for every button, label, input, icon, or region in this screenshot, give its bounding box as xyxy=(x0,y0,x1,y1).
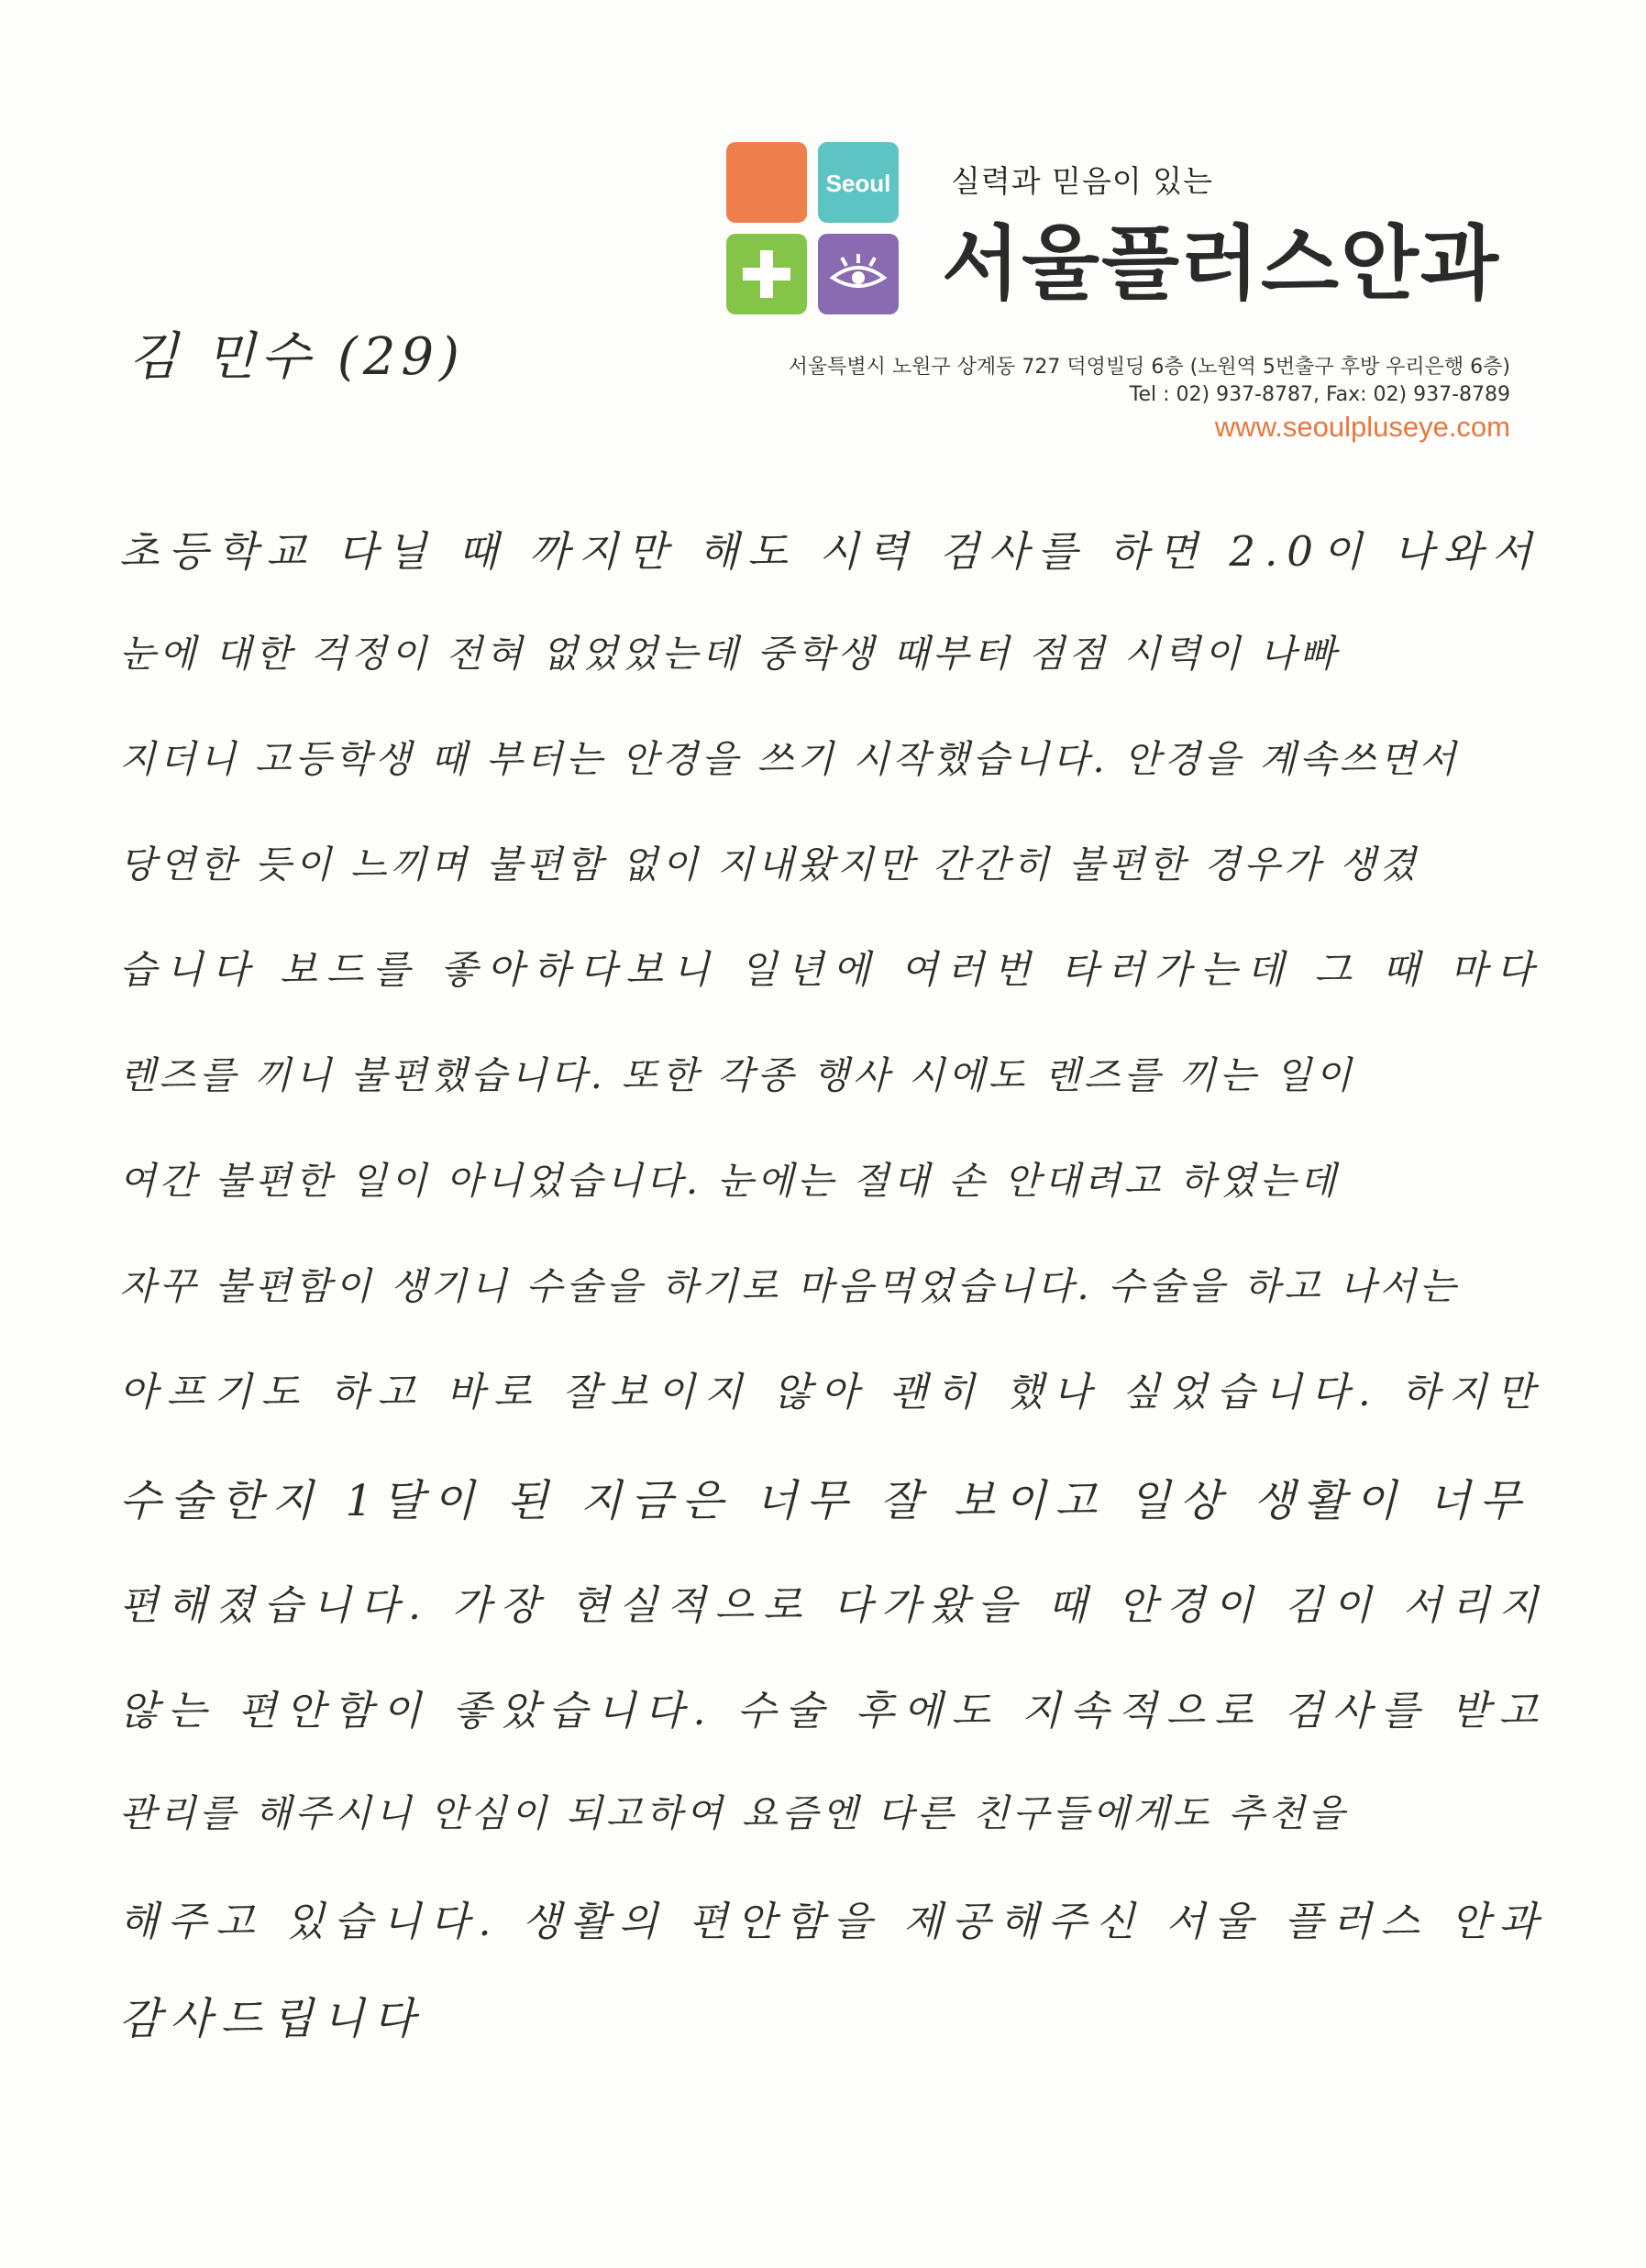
letter-line: 편해졌습니다. 가장 현실적으로 다가왔을 때 안경이 김이 서리지 xyxy=(119,1582,1547,1629)
letter-line: 초등학교 다닐 때 까지만 해도 시력 검사를 하면 2.0이 나와서 xyxy=(119,527,1541,576)
letter-line: 눈에 대한 걱정이 전혀 없었었는데 중학생 때부터 점점 시력이 나빠 xyxy=(119,632,1340,676)
clinic-address: 서울특별시 노원구 상계동 727 덕영빌딩 6층 (노원역 5번출구 후방 우리은행 6층) xyxy=(788,356,1510,379)
letter-line: 해주고 있습니다. 생활의 편안함을 제공해주신 서울 플러스 안과 xyxy=(119,1899,1547,1945)
letter-line: 지더니 고등학생 때 부터는 안경을 쓰기 시작했습니다. 안경을 계속쓰면서 xyxy=(119,737,1460,781)
letter-line: 감사드립니다 xyxy=(119,1994,425,2044)
letter-line: 당연한 듯이 느끼며 불편함 없이 지내왔지만 간간히 불편한 경우가 생겼 xyxy=(119,842,1420,886)
letter-line: 관리를 해주시니 안심이 되고하여 요즘엔 다른 친구들에게도 추천을 xyxy=(119,1791,1349,1835)
eye-icon xyxy=(818,234,899,314)
logo-teal-square xyxy=(818,142,899,223)
plus-icon xyxy=(726,234,807,314)
logo-orange-square xyxy=(726,142,807,223)
letter-line: 수술한지 1달이 된 지금은 너무 잘 보이고 일상 생활이 너무 xyxy=(119,1476,1530,1526)
letter-line: 아프기도 하고 바로 잘보이지 않아 괜히 했나 싶었습니다. 하지만 xyxy=(119,1370,1544,1415)
letter-line: 렌즈를 끼니 불편했습니다. 또한 각종 행사 시에도 렌즈를 끼는 일이 xyxy=(119,1053,1355,1097)
letter-line: 습니다 보드를 좋아하다보니 일년에 여러번 타러가는데 그 때 마다 xyxy=(119,947,1543,992)
clinic-logo xyxy=(726,142,900,316)
logo-seoul-label: Seoul xyxy=(825,170,891,197)
letter-line: 자꾸 불편함이 생기니 수술을 하기로 마음먹었습니다. 수술을 하고 나서는 xyxy=(119,1264,1460,1308)
letter-line: 여간 불편한 일이 아니었습니다. 눈에는 절대 손 안대려고 하였는데 xyxy=(119,1159,1340,1203)
letterhead xyxy=(0,0,1646,458)
writer-name: 김 민수 (29) xyxy=(128,327,465,387)
clinic-name: 서울플러스안과 xyxy=(942,216,1501,311)
letter-line: 않는 편안함이 좋았습니다. 수술 후에도 지속적으로 검사를 받고 xyxy=(119,1688,1547,1734)
clinic-tagline: 실력과 믿음이 있는 xyxy=(951,163,1214,199)
clinic-phone-fax: Tel : 02) 937-8787, Fax: 02) 937-8789 xyxy=(1129,383,1510,406)
clinic-website: www.seoulpluseye.com xyxy=(1214,411,1510,443)
